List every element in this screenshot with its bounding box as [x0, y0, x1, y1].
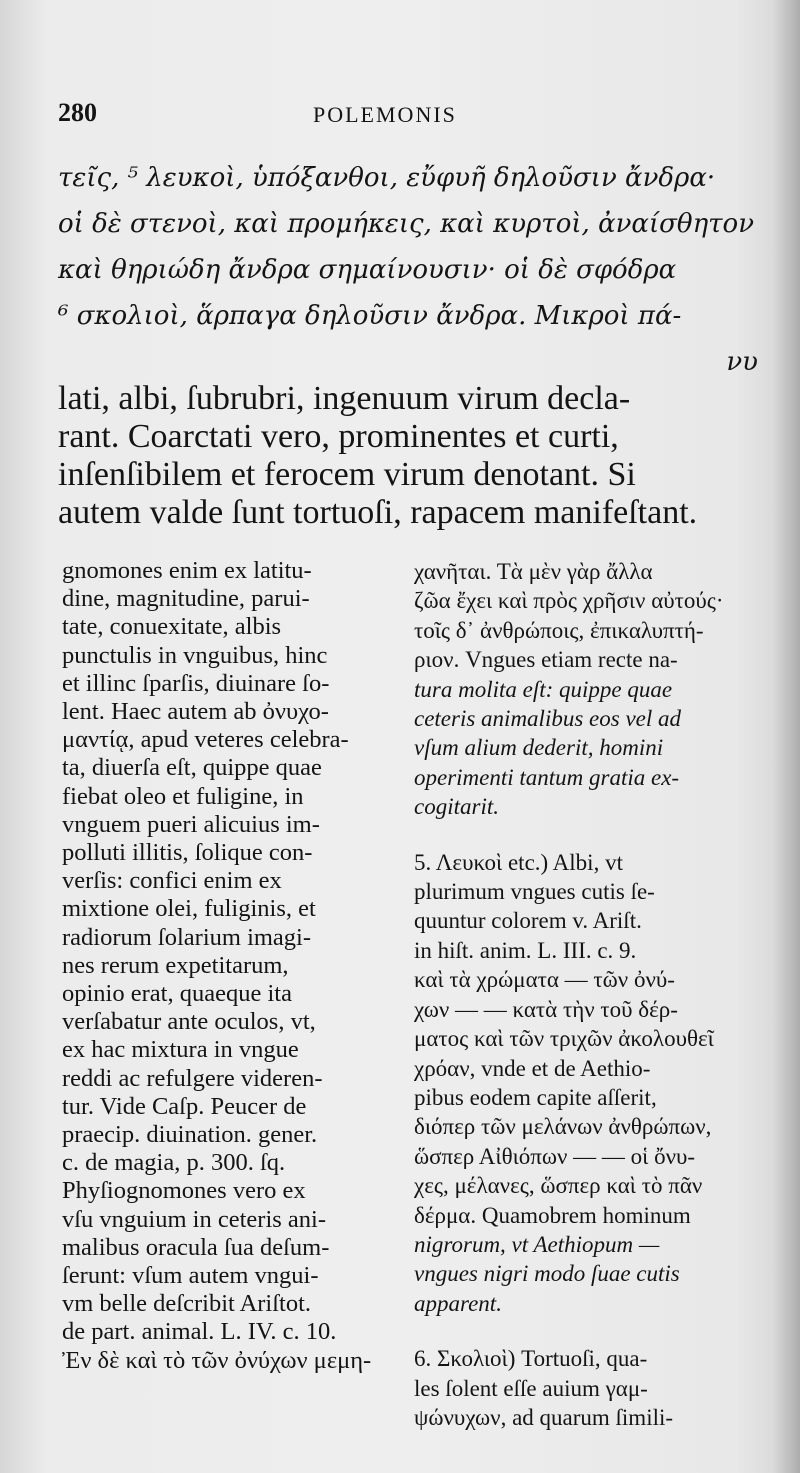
note-line: lent. Haec autem ab ὀνυχο-: [62, 698, 329, 726]
greek-passage: [58, 155, 758, 385]
footnote-5-line: nigrorum, vt Aethiopum —: [414, 1231, 660, 1257]
latin-translation: [58, 380, 756, 532]
note-line: nes rerum expetitarum,: [62, 951, 289, 979]
note-line: ex hac mixtura in vngue: [62, 1036, 299, 1064]
greek-line: νυ: [726, 347, 758, 377]
latin-line: inſenſibilem et ferocem virum denotant. Si: [58, 456, 636, 493]
footnote-6-line: ψώνυχων, ad quarum ſimili-: [414, 1404, 674, 1430]
footnote-5-line: quuntur colorem v. Ariſt.: [414, 908, 642, 934]
note-line: ta, diuerſa eſt, quippe quae: [62, 754, 322, 782]
latin-line: rant. Coarctati vero, prominentes et curti,: [58, 418, 619, 455]
footnote-5-line: χων — — κατὰ τὴν τοῦ δέρ-: [414, 996, 678, 1022]
footnote-5-line: ὥσπερ Αἰθιόπων — — οἱ ὄνυ-: [414, 1143, 696, 1169]
note-line: radiorum ſolarium imagi-: [62, 923, 312, 951]
footnote-5-line: vngues nigri modo ſuae cutis: [414, 1261, 680, 1287]
note-line: verſabatur ante oculos, vt,: [62, 1008, 316, 1036]
note-line: et illinc ſparſis, diuinare ſo-: [62, 669, 330, 697]
note-line: Phyſiognomones vero ex: [62, 1177, 306, 1205]
running-title: POLEMONIS: [313, 102, 457, 127]
latin-line: autem valde ſunt tortuoſi, rapacem manifeſtant.: [58, 494, 698, 531]
footnote-5-line: καὶ τὰ χρώματα — τῶν ὀνύ-: [414, 967, 675, 993]
note-line: verſis: confici enim ex: [62, 867, 282, 895]
note-line: tura molita eſt: quippe quae: [414, 676, 673, 702]
note-line: dine, magnitudine, parui-: [62, 585, 310, 613]
paragraph-gap: [414, 1318, 756, 1344]
footnote-5-line: χες, μέλανες, ὥσπερ καὶ τὸ πᾶν: [414, 1173, 703, 1199]
footnote-5-line: δέρμα. Quamobrem hominum: [414, 1202, 691, 1228]
footnote-6-line: 6. Σκολιοὶ) Tortuoſi, qua-: [414, 1346, 648, 1372]
footnote-5-line: χρόαν, vnde et de Aethio-: [414, 1055, 651, 1081]
note-line: χανῆται. Τὰ μὲν γὰρ ἄλλα: [414, 559, 653, 584]
right-notes-column: [414, 557, 756, 1432]
footnote-5-line: 5. Λευκοὶ etc.) Albi, vt: [414, 849, 623, 875]
note-line: malibus oracula ſua deſum-: [62, 1233, 330, 1261]
paragraph-gap: [414, 822, 756, 848]
note-line: ſerunt: vſum autem vngui-: [62, 1262, 319, 1290]
note-line: μαντίᾳ, apud veteres celebra-: [62, 726, 349, 754]
footnote-5-line: in hiſt. anim. L. III. c. 9.: [414, 937, 637, 963]
page-header: [58, 98, 758, 138]
note-line: mixtione olei, fuliginis, et: [62, 895, 316, 923]
note-line: operimenti tantum gratia ex-: [414, 764, 680, 790]
greek-line: ⁶ σκολιοὶ, ἅρπαγα δηλοῦσιν ἄνδρα. Μικροὶ πά-: [58, 301, 682, 331]
note-line: τοῖς δ᾽ ἀνθρώποις, ἐπικαλυπτή-: [414, 617, 704, 643]
greek-line: οἱ δὲ στενοὶ, καὶ προμήκεις, καὶ κυρτοὶ, ἀναίσθητον: [58, 209, 755, 239]
note-line: ceteris animalibus eos vel ad: [414, 706, 682, 732]
page-edge-shadow: [772, 0, 800, 1473]
note-line: ζῶα ἔχει καὶ πρὸς χρῆσιν αὐτούς·: [414, 588, 724, 614]
footnote-5-line: pibus eodem capite aſſerit,: [414, 1084, 657, 1110]
note-line: vm belle deſcribit Ariſtot.: [62, 1290, 312, 1318]
note-line: praecip. diuination. gener.: [62, 1121, 318, 1149]
note-line: reddi ac refulgere videren-: [62, 1064, 323, 1092]
note-line: tur. Vide Caſp. Peucer de: [62, 1092, 307, 1120]
note-line: polluti illitis, ſolique con-: [62, 839, 313, 867]
footnote-5-line: διόπερ τῶν μελάνων ἀνθρώπων,: [414, 1114, 712, 1140]
note-line: ριον. Vngues etiam recte na-: [414, 647, 678, 673]
note-line: gnomones enim ex latitu-: [62, 557, 312, 584]
page-number: 280: [58, 98, 97, 127]
note-line: c. de magia, p. 300. ſq.: [62, 1149, 286, 1177]
note-line: vſum alium dederit, homini: [414, 735, 664, 761]
footnote-6-line: les ſolent eſſe auium γαμ-: [414, 1375, 648, 1401]
greek-line: καὶ θηριώδη ἄνδρα σημαίνουσιν· οἱ δὲ σφόδρα: [58, 255, 677, 285]
note-line: opinio erat, quaeque ita: [62, 980, 292, 1008]
note-line: vnguem pueri alicuius im-: [62, 810, 320, 838]
note-line: tate, conuexitate, albis: [62, 613, 282, 641]
note-line: de part. animal. L. IV. c. 10.: [62, 1318, 337, 1346]
footnote-5-line: plurimum vngues cutis ſe-: [414, 879, 655, 905]
latin-line: lati, albi, ſubrubri, ingenuum virum decla-: [58, 380, 631, 417]
note-line: punctulis in vnguibus, hinc: [62, 641, 328, 669]
left-notes-column: [62, 557, 400, 1375]
note-line: vſu vnguium in ceteris ani-: [62, 1205, 326, 1233]
footnote-5-line: apparent.: [414, 1290, 502, 1316]
note-line: Ἐν δὲ καὶ τὸ τῶν ὀνύχων μεμη-: [62, 1346, 372, 1374]
note-line: cogitarit.: [414, 794, 499, 820]
greek-line: τεῖς, ⁵ λευκοὶ, ὑπόξανθοι, εὔφυῆ δηλοῦσιν ἄνδρα·: [58, 163, 716, 193]
note-line: fiebat oleo et fuligine, in: [62, 782, 304, 810]
footnote-5-line: ματος καὶ τῶν τριχῶν ἀκολουθεῖ: [414, 1026, 714, 1052]
